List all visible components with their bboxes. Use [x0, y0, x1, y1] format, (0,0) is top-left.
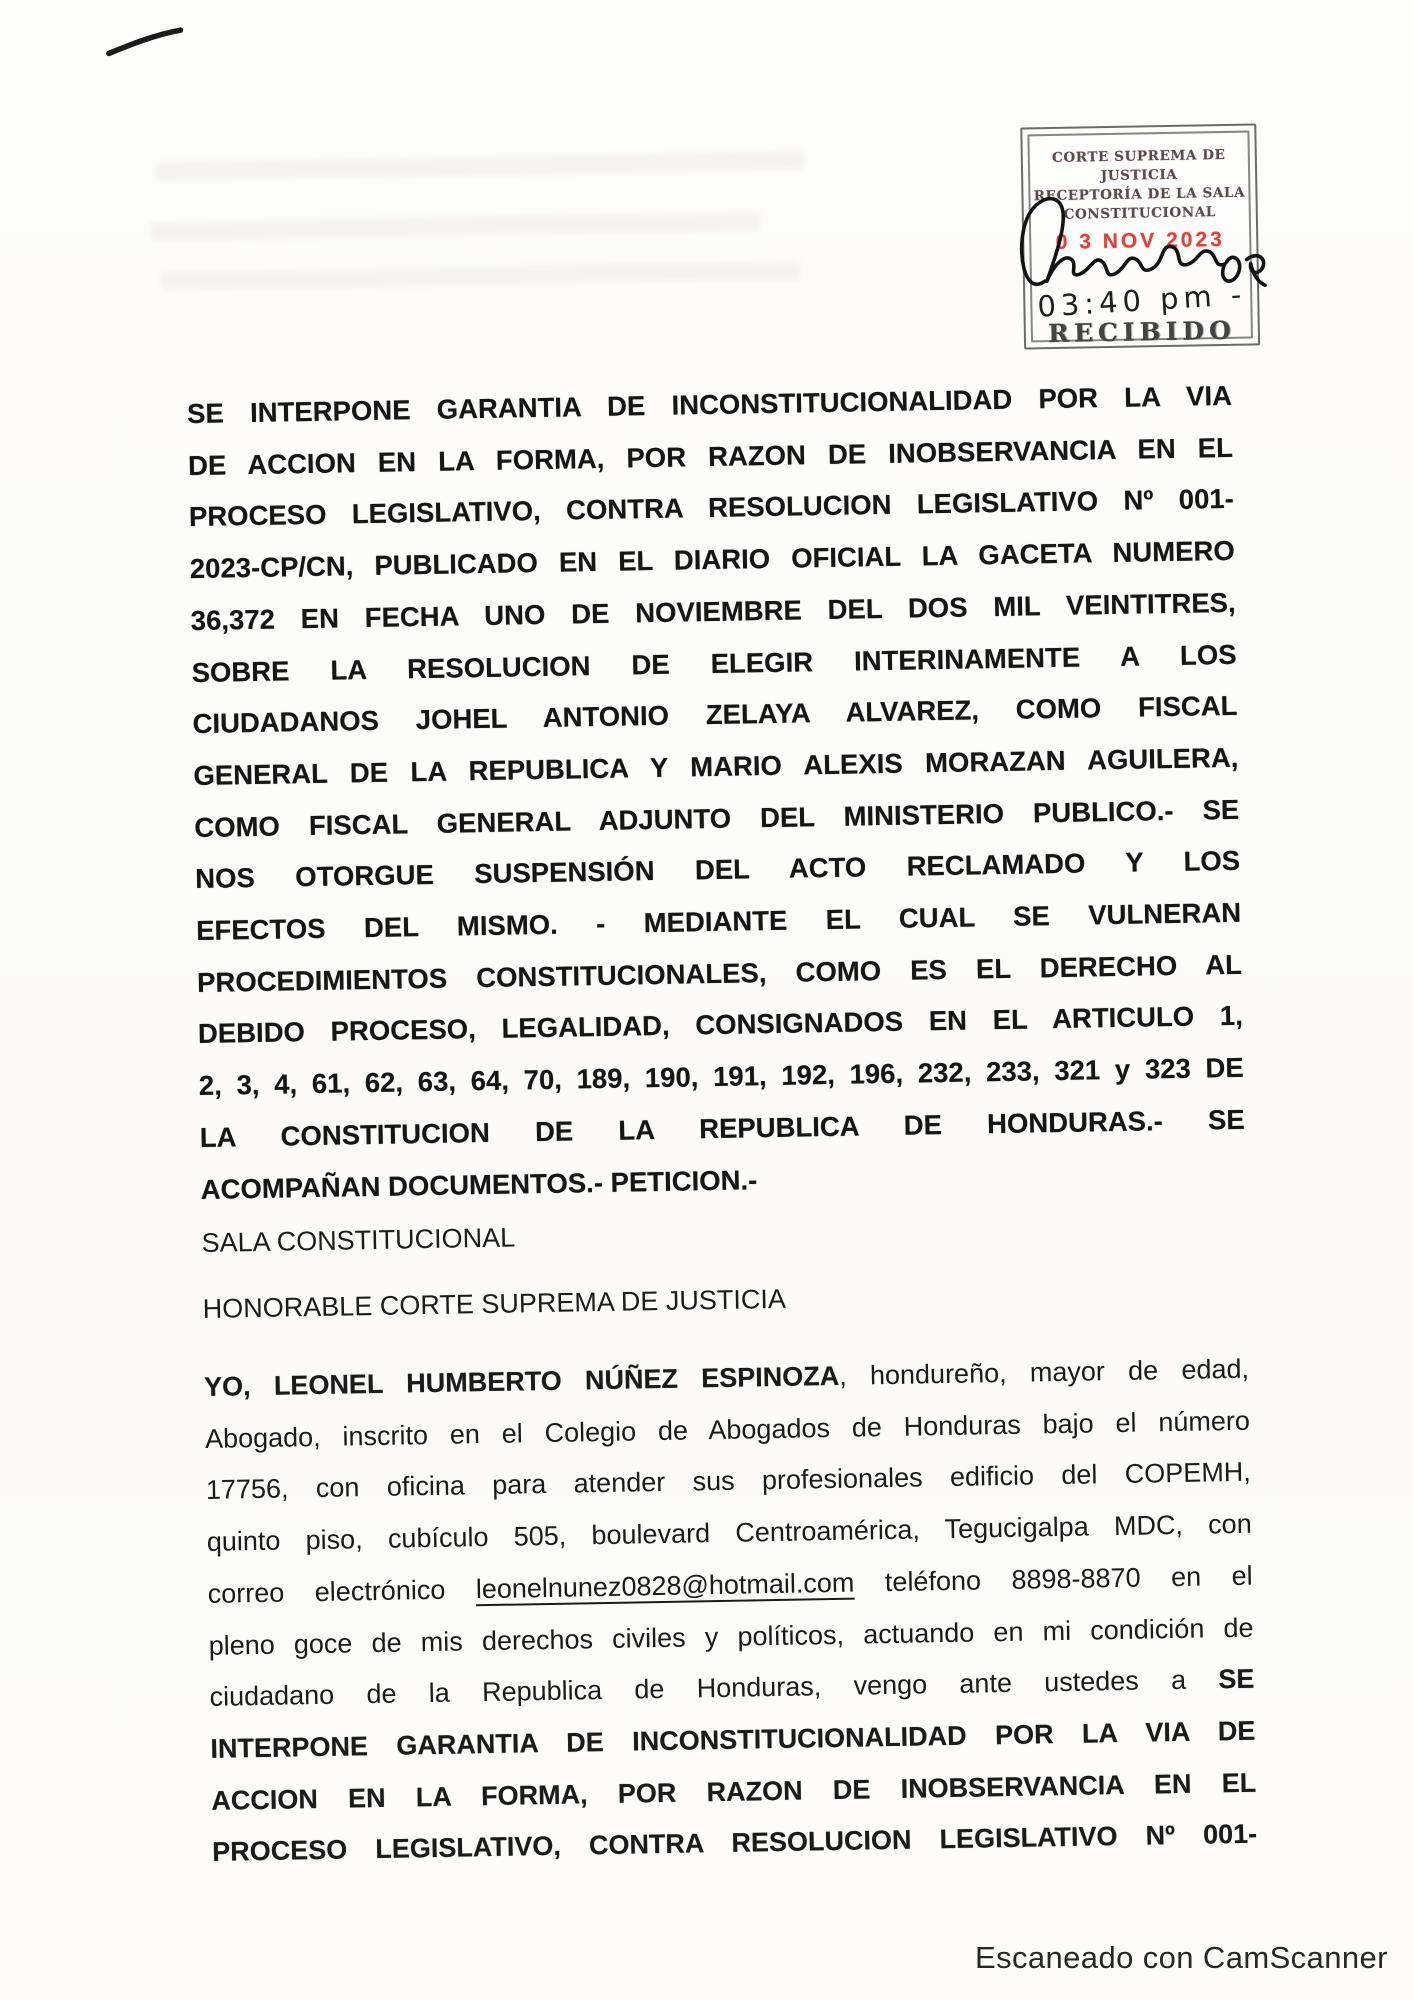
pen-stroke-mark	[102, 24, 189, 59]
text-line: LA CONSTITUCION DE LA REPUBLICA DE HONDURAS.- SE	[199, 1103, 1245, 1153]
stamp-received-label: RECIBIDO	[1047, 315, 1236, 349]
stamp-time-handwritten: 03:40 pm -	[1036, 277, 1248, 324]
text-line: correo electrónico leonelnunez0828@hotmail.com teléfono 8898-8870 en el	[207, 1560, 1253, 1609]
heading-paragraph	[187, 370, 1246, 1215]
text-line: quinto piso, cubículo 505, boulevard Centroamérica, Tegucigalpa MDC, con	[206, 1508, 1252, 1558]
text-line: SE INTERPONE GARANTIA DE INCONSTITUCIONALIDAD POR LA VIA	[186, 379, 1233, 430]
text-line: ACCION EN LA FORMA, POR RAZON DE INOBSERVANCIA EN EL	[211, 1767, 1257, 1816]
text-line: 17756, con oficina para atender sus profesionales edificio del COPEMH,	[205, 1457, 1252, 1506]
bleed-through-line	[150, 212, 760, 241]
stamp-title-line1: CORTE SUPREMA DE JUSTICIA	[1051, 146, 1226, 185]
text-line: Abogado, inscrito en el Colegio de Abogados de Honduras bajo el número	[204, 1405, 1251, 1454]
text-line: 2023-CP/CN, PUBLICADO EN EL DIARIO OFICIAL LA GACETA NUMERO	[189, 534, 1235, 585]
reception-stamp	[1020, 123, 1260, 349]
text-line: SOBRE LA RESOLUCION DE ELEGIR INTERINAMENTE A LOS	[191, 638, 1237, 688]
bleed-through-line	[155, 151, 805, 180]
stamp-date: 0 3 NOV 2023	[1055, 227, 1226, 254]
text-line: COMO FISCAL GENERAL ADJUNTO DEL MINISTERIO PUBLICO.- SE	[194, 793, 1240, 843]
camscanner-watermark: Escaneado con CamScanner	[975, 1940, 1388, 1975]
stamp-title-line2: RECEPTORÍA DE LA SALA	[1033, 184, 1246, 205]
text-line: DE ACCION EN LA FORMA, POR RAZON DE INOBSERVANCIA EN EL	[187, 431, 1234, 481]
text-line: 36,372 EN FECHA UNO DE NOVIEMBRE DEL DOS MIL VEINTITRES,	[190, 586, 1236, 636]
salutation-corte: HONORABLE CORTE SUPREMA DE JUSTICIA	[202, 1283, 787, 1324]
text-line: EFECTOS DEL MISMO. - MEDIANTE EL CUAL SE VULNERAN	[195, 896, 1242, 947]
text-line: PROCEDIMIENTOS CONSTITUCIONALES, COMO ES EL DERECHO AL	[196, 948, 1243, 998]
text-line: CIUDADANOS JOHEL ANTONIO ZELAYA ALVAREZ, COMO FISCAL	[192, 690, 1238, 740]
text-line: INTERPONE GARANTIA DE INCONSTITUCIONALIDAD POR LA VIA DE	[210, 1715, 1256, 1764]
bleed-through-line	[161, 261, 801, 290]
text-line: NOS OTORGUE SUSPENSIÓN DEL ACTO RECLAMADO Y LOS	[194, 845, 1241, 895]
text-line: ACOMPAÑAN DOCUMENTOS.- PETICION.-	[200, 1163, 758, 1205]
body-paragraph	[204, 1344, 1258, 1879]
text-line: PROCESO LEGISLATIVO, CONTRA RESOLUCION LEGISLATIVO Nº 001-	[211, 1818, 1258, 1868]
text-line: PROCESO LEGISLATIVO, CONTRA RESOLUCION LEGISLATIVO Nº 001-	[188, 483, 1235, 533]
text-line: GENERAL DE LA REPUBLICA Y MARIO ALEXIS MORAZAN AGUILERA,	[193, 741, 1239, 791]
text-line: DEBIDO PROCESO, LEGALIDAD, CONSIGNADOS EN EL ARTICULO 1,	[197, 1000, 1244, 1050]
text-line: ciudadano de la Republica de Honduras, vengo ante ustedes a SE	[209, 1663, 1255, 1713]
text-line: YO, LEONEL HUMBERTO NÚÑEZ ESPINOZA, hondureño, mayor de edad,	[203, 1353, 1250, 1402]
stamp-title-line3: CONSTITUCIONAL	[1063, 203, 1217, 223]
salutation-sala: SALA CONSTITUCIONAL	[201, 1222, 516, 1258]
text-line: 2, 3, 4, 61, 62, 63, 64, 70, 189, 190, 191, 192, 196, 232, 233, 321 y 323 DE	[198, 1051, 1244, 1102]
text-line: pleno goce de mis derechos civiles y políticos, actuando en mi condición de	[208, 1612, 1254, 1661]
